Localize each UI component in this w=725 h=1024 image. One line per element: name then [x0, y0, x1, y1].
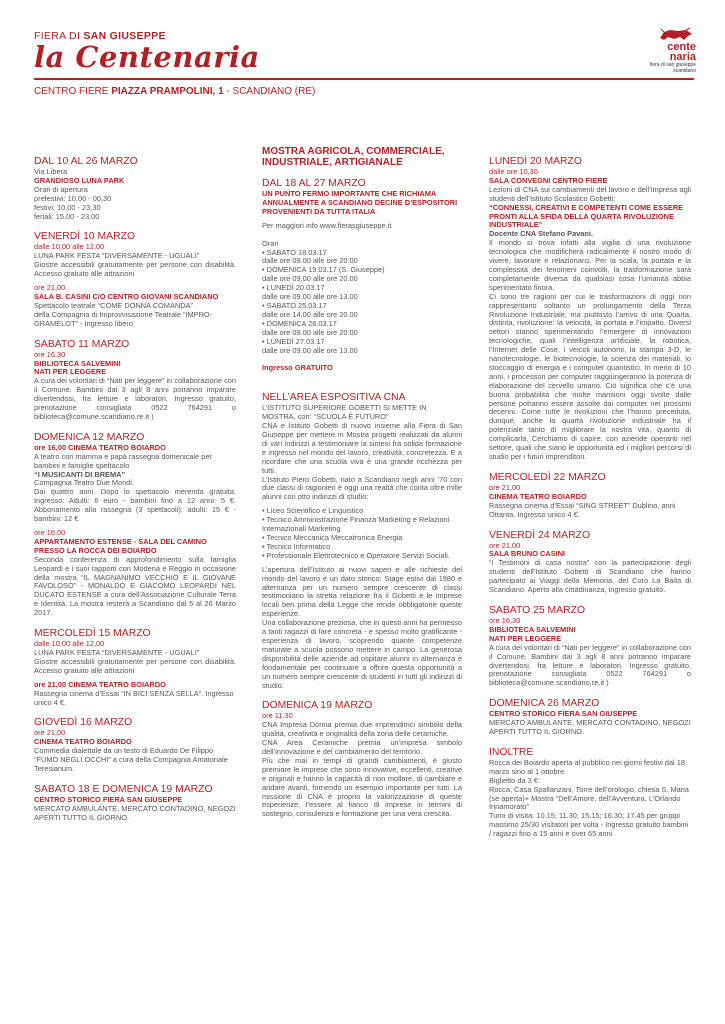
text-line: LUNA PARK FESTA “DIVERSAMENTE - UGUALI” — [34, 251, 200, 261]
venue-label: BIBLIOTECA SALVEMINI — [489, 624, 576, 634]
section-heading: SABATO 11 MARZO — [34, 338, 130, 350]
list-item: • SABATO 18.03.17 — [262, 247, 327, 257]
time-line: ore 21,00 — [34, 283, 66, 293]
text-line: dalle ore 09.00 alle ore 13.00 — [262, 292, 358, 302]
spacer — [262, 231, 462, 240]
text-line: dalle ore 09.00 alle ore 20.00 — [262, 256, 358, 266]
bull-logo-icon — [656, 28, 696, 42]
section-heading: MOSTRA AGRICOLA, COMMERCIALE, INDUSTRIALE, ARTIGIANALE — [262, 146, 445, 168]
event-subtitle: FIERA DI SAN GIUSEPPE — [34, 30, 166, 42]
list-item: • Liceo Scientifico e Linguistico — [262, 506, 364, 516]
column-center — [262, 146, 462, 819]
bold-line: Docente CNA Stefano Pavani. — [489, 229, 594, 239]
logo-text-2: naria — [669, 51, 696, 63]
time-line: ore 11.30 — [262, 711, 293, 721]
time-line: ore 16,00 — [34, 528, 66, 537]
time-line: dalle ore 10,30 — [489, 167, 538, 176]
venue-label: NATI PER LEGGERE — [489, 633, 562, 643]
logo — [620, 28, 696, 76]
venue-label: APPARTAMENTO ESTENSE - SALA DEL CAMINO PRESSO LA ROCCA DEI BOIARDO — [34, 536, 207, 555]
paragraph: Seconda conferenza di approfondimento sulla famiglia Leopardi e i suoi rapporti con Modena e Reggio in occasione della mostra “IL MAGNANIMO VECCHIO E IL GIOVANE FAVOLOSO” - MONALDO E GIACOMO LEOPARDI NEL DUCATO ESTENSE a cura dell’Associazione Culturale Terra e Identità. La mostra resterà a Scandiano dal 5 al 26 Marzo 2017. — [34, 554, 236, 618]
paragraph: Giostre accessibili gratuitamente per persone con disabilità. Accesso gratuito alle attrazioni — [34, 260, 236, 279]
list-item: • DOMENICA 19.03.17 (S. Giuseppe) — [262, 265, 385, 275]
text-line: Per maggiori info www.fierasgiuseppe.it — [262, 220, 392, 230]
section-heading: SABATO 25 MARZO — [489, 604, 586, 616]
venue-line: CENTRO FIERE PIAZZA PRAMPOLINI, 1 - SCANDIANO (RE) — [34, 86, 316, 97]
paragraph: Ci sono tre ragioni per cui le trasformazioni di oggi non rappresentano soltanto un prolungamento della Terza Rivoluzione Industriale, ma piuttosto l’arrivo di una Quarta, distinta, rivoluzione: la velocità, la portata e l’impatto. Diversi settori stanno sperimentando l’emergere di innovazioni tecnologiche, quali l’intelligenza artificiale, la robotica, l’Internet delle Cose, i veicoli autonomi, la stampa 3-D, le nanotecnologie, le biotecnologie, la scienza dei materiali, lo stoccaggio di energia e i computer quantistici. In meno di 10 anni, i processori per computer raggiungeranno la potenza di elaborazione del cervello umano. Ciò significa che c’è una buona probabilità che molte mansioni oggi svolte dalle persone potranno essere assolte dai computer nei prossimi decenni. Come tutte le rivoluzioni che l’hanno preceduta, dunque, anche la quarta rivoluzione industriale ha il potenziale tanto di migliorare la nostra vita, quanto di complicarla. Cerchiamo di capire, con aziende operanti nel settore, quali che siano le opportunità ed i migliori percorsi di studio per i futuri imprenditori. — [489, 291, 691, 461]
section-heading: DAL 10 AL 26 MARZO — [34, 156, 138, 167]
section-heading: MERCOLEDÌ 22 MARZO — [489, 471, 606, 483]
text-line: prefestivi: 10,00 - 00,30 — [34, 193, 112, 203]
text-line: Orari di apertura — [34, 184, 88, 194]
text-line: feriali: 15,00 - 23,00 — [34, 211, 100, 221]
venue-label: UN PUNTO FERMO IMPORTANTE CHE RICHIAMA ANNUALMENTE A SCANDIANO DECINE D’ESPOSITORI PROVENIENTI DA TUTTA ITALIA — [262, 189, 458, 216]
section-heading: NELL’AREA ESPOSITIVA CNA — [262, 392, 406, 404]
text-line: Turni di visita: 10.15; 11.30; 15.15; 16.30; 17.45 per gruppi massimo 25/30 visitatori per volta - Ingresso gratuito bambini / ragazzi fino a 15 anni e over 65 anni — [489, 811, 689, 839]
venue-label: CINEMA TEATRO BOIARDO — [34, 737, 132, 747]
paragraph: CNA Impresa Donna premia due imprenditrici simbolo della qualità, creatività e originalità della zona delle ceramiche. — [262, 720, 462, 739]
header — [34, 28, 694, 98]
paragraph: L’Istituto Piero Gobetti, nato a Scandiano negli anni ’70 con due classi di ragionieri è oggi una realtà che conta oltre mille alunni con otto indirizzi di studio: — [262, 474, 462, 502]
text-line: della Compagnia di Improvvisazione Teatrale “IMPRO-GRAMELOT” - Ingresso libero — [34, 309, 213, 328]
time-line: dalle 10,00 alle 12,00 — [34, 242, 105, 252]
list-item: • LUNEDÌ 27.03.17 — [262, 336, 325, 346]
list-item: • DOMENICA 26.03.17 — [262, 318, 337, 328]
paragraph: “I Testimoni di casa nostra” con la partecipazione degli studenti dell’Istituto Gobetti di Scandiano che hanno partecipato ai Viaggi della Memoria, del Coro La Baita di Scandiano. Aperto alla cittadinanza, ingresso gratuito. — [489, 558, 691, 595]
text-line: dalle ore 09.00 alle ore 13.00 — [262, 345, 358, 355]
venue-label: SALA B. CASINI C/O CENTRO GIOVANI SCANDIANO — [34, 291, 219, 301]
column-left — [34, 146, 236, 823]
text-line: Compagnia Teatro Due Mondi. — [34, 478, 135, 488]
text-line: Via Libera — [34, 167, 68, 176]
section-heading: MERCOLEDÌ 15 MARZO — [34, 628, 151, 640]
venue-label: CINEMA TEATRO BOIARDO — [489, 491, 587, 501]
venue-label: ore 16,00 CINEMA TEATRO BOIARDO — [34, 442, 166, 452]
text-line: Orari — [262, 238, 279, 248]
logo-text-3: fiera di san giuseppe — [649, 62, 696, 68]
section-heading: DAL 18 AL 27 MARZO — [262, 178, 366, 189]
time-line: ore 16,30 — [34, 349, 66, 359]
venue-label: CENTRO STORICO FIERA SAN GIUSEPPE — [34, 794, 183, 804]
time-line: ore 16,30 — [489, 615, 521, 625]
column-right — [489, 146, 691, 839]
bold-line: “I MUSICANTI DI BREMA” — [34, 469, 126, 479]
header-divider — [34, 78, 694, 80]
paragraph: Giostre accessibili gratuitamente per persone con disabilità. Accesso gratuito alle attrazioni — [34, 656, 236, 675]
text-line: dalle ore 09.00 alle ore 20.00 — [262, 327, 358, 337]
paragraph: Il mondo si trova infatti alla vigilia di una rivoluzione tecnologica che modificherà radicalmente il nostro modo di vivere, lavorare e relazionarci. Per la scala, la portata e la complessità dei fenomeni coinvolti, la trasformazione sarà completamente diversa da qualsiasi cosa l’umanità abbia sperimentato finora. — [489, 238, 691, 292]
spacer — [262, 373, 462, 382]
paragraph: CNA Area Ceramiche premia un’impresa simbolo dell’innovazione e del cambiamento del territorio. — [262, 738, 462, 757]
text-line: A teatro con mamma e papà rassegna domenicale per bambini e famiglie spettacolo — [34, 451, 212, 470]
section-heading: SABATO 18 E DOMENICA 19 MARZO — [34, 783, 213, 795]
list-item: • Professionale Elettrotecnico e Operatore Servizi Sociali. — [262, 550, 450, 560]
logo-text-4: scandiano — [673, 68, 696, 74]
paragraph: Lezioni di CNA sui cambiamenti del lavoro e dell’impresa agli studenti dell’Istituto Scolastico Gobetti: — [489, 184, 691, 203]
list-item: • SABATO 25.03.17 — [262, 300, 327, 310]
list-item: • Tecnico Informatico — [262, 541, 331, 551]
section-heading: INOLTRE — [489, 746, 534, 758]
venue-label: “CONNESSI, CREATIVI E COMPETENTI COME ESSERE PRONTI ALLA SFIDA DELLA QUARTA RIVOLUZIONE INDUSTRIALE” — [489, 202, 684, 230]
list-item: • LUNEDÌ 20.03.17 — [262, 283, 325, 293]
text-line: MERCATO AMBULANTE, MERCATO CONTADINO, NEGOZI APERTI TUTTO IL GIORNO. — [489, 718, 691, 737]
section-heading: DOMENICA 26 MARZO — [489, 698, 600, 710]
page-title: la Centenaria — [34, 40, 260, 74]
text-line: Rocca dei Boiardo aperta al pubblico nei giorni festivi dal 18 marzo sino al 1 ottobre — [489, 757, 685, 776]
list-item: • Tecnico Meccanica Meccatronica Energia — [262, 533, 403, 542]
venue-label: SALA CONVEGNI CENTRO FIERE — [489, 175, 608, 185]
paragraph: L’apertura dell’Istituto ai nuovi saperi e alle richieste del mondo del lavoro è un dato storico: Stage estivi dal 1980 e alternanza per un numero sempre crescente di classi testimoniano la stretta relazione fra il Gobetti e le imprese locali ben prima della Legge che rende obbligatorie queste esperienze. — [262, 564, 462, 619]
paragraph: Una collaborazione preziosa, che in questi anni ha permesso a tanti ragazzi di fare concreta - e spesso molto gratificante - esperienza di lavoro, scoprendo quante competenze maturate a scuola possono mettere in campo. La generosa disponibilità delle aziende ad ospitare alunni in alternanza è fondamentale per continuare a offrire questa opportunità a un numero sempre crescente di studenti in tutti gli indirizzi di studio. — [262, 618, 462, 690]
text-line: festivi: 10,00 - 23,30 — [34, 202, 101, 212]
paragraph: A cura dei volontari di “Nati per leggere” in collaborazione con il Comune. Bambini dai 3 agli 8 anni potranno imparare divertendosi, fra letture e laboratori. Ingresso gratuito, prenotazione consigliata 0522 764291 o biblioteca@comune.scandiano.re.it ) — [34, 376, 236, 421]
section-heading: VENERDÌ 10 MARZO — [34, 231, 136, 243]
logo-text-1: cente — [667, 41, 696, 53]
venue-label: GRANDIOSO LUNA PARK — [34, 175, 125, 185]
venue-label: BIBLIOTECA SALVEMINI — [34, 358, 121, 368]
text-line: Commedia dialettale da un testo di Eduardo De Filippo “FUMO NEGLI OCCHI” a cura della Compagnia Amatoriale Teresianum. — [34, 746, 228, 774]
text-line: Rassegna cinema d’Essai “IN BICI SENZA SELLA”. Ingresso unico 4 €. — [34, 688, 234, 707]
venue-label: Ingresso GRATUITO — [262, 363, 333, 373]
text-line: dalle ore 09.00 alle ore 20.00 — [262, 274, 358, 284]
text-line: Rassegna cinema d’Essai “SING STREET” Dublino, anni Ottanta. Ingresso unico 4 €. — [489, 500, 676, 519]
text-line: Spettacolo teatrale “COME DONNA COMANDA” — [34, 300, 193, 310]
venue-label: NATI PER LEGGERE — [34, 367, 107, 377]
paragraph: Più che mai in tempi di grandi cambiamenti, è giusto premiare le imprese che sono innovative, eccellenti, creative e originali e hanno la capacità di non mollare, di cambiare e andare avanti, fornendo un esempio importante per tutti. La missione di CNA è proprio la valorizzazione di queste esperienze, l’essere al fianco di imprese in termini di sostegno, consulenza e formazione per una vera crescita. — [262, 755, 462, 819]
time-line: ore 21,00 — [489, 482, 521, 492]
venue-label: CENTRO STORICO FIERA SAN GIUSEPPE — [489, 709, 638, 719]
section-heading: GIOVEDÌ 16 MARZO — [34, 717, 133, 729]
section-heading: VENERDÌ 24 MARZO — [489, 529, 591, 541]
paragraph: CNA e Istituto Gobetti di nuovo insieme alla Fiera di San Giuseppe per mettere in Mostra progetti realizzati da alunni di vari indirizzi a testimoniare la sintesi fra solida formazione e ingresso nel mondo del lavoro, creatività, concretezza. E a ricordare che una scuola viva è una grande ricchezza per tutti. — [262, 421, 462, 475]
text-line: MERCATO AMBULANTE, MERCATO CONTADINO, NEGOZI APERTI TUTTO IL GIORNO. — [34, 803, 236, 822]
section-heading: DOMENICA 12 MARZO — [34, 431, 145, 443]
section-heading: DOMENICA 19 MARZO — [262, 700, 373, 712]
list-item: • Tecnico Amministrazione Finanza Marketing e Relazioni Internazionali Marketing — [262, 515, 450, 534]
text-line: L’ISTITUTO SUPERIORE GOBETTI SI METTE IN MOSTRA, con: “SCUOLA È FUTURO” — [262, 403, 427, 422]
text-line: LUNA PARK FESTA “DIVERSAMENTE - UGUALI” — [34, 647, 200, 657]
paragraph: A cura dei volontari di “Nati per leggere” in collaborazione con il Comune. Bambini dai 3 agli 8 anni potranno imparare divertendosi, fra letture e laboratori. Ingresso gratuito, prenotazione consigliata 0522 764291 o biblioteca@comune.scandiano.re.it ) — [489, 642, 691, 688]
time-line: ore 21,00 — [34, 728, 66, 738]
text-line: Biglietto da 3 €: — [489, 775, 540, 785]
time-line: dalle 10,00 alle 12,00 — [34, 639, 105, 649]
venue-label: ore 21,00 CINEMA TEATRO BOIARDO — [34, 679, 166, 689]
paragraph: Dai quattro anni. Dopo lo spettacolo merenda gratuita. Ingresso: Adulti: 6 euro - bambini fino a 12 anni: 5 €. Abbonamento alla rassegna (3 spettacoli): adulti: 15 € - bambini: 12 € — [34, 487, 236, 524]
text-line: dalle ore 14.00 alle ore 20.00 — [262, 309, 358, 319]
text-line: Rocca, Casa Spallanzani, Torre dell’orologio, chiesa S. Maria (se aperta)+ Mostra “Dell’Amore, dell’Avventura. L’Orlando Innamorato” — [489, 784, 689, 812]
venue-label: SALA BRUNO CASINI — [489, 549, 566, 559]
section-heading: LUNEDÌ 20 MARZO — [489, 156, 582, 167]
time-line: ore 21,00 — [489, 540, 521, 550]
